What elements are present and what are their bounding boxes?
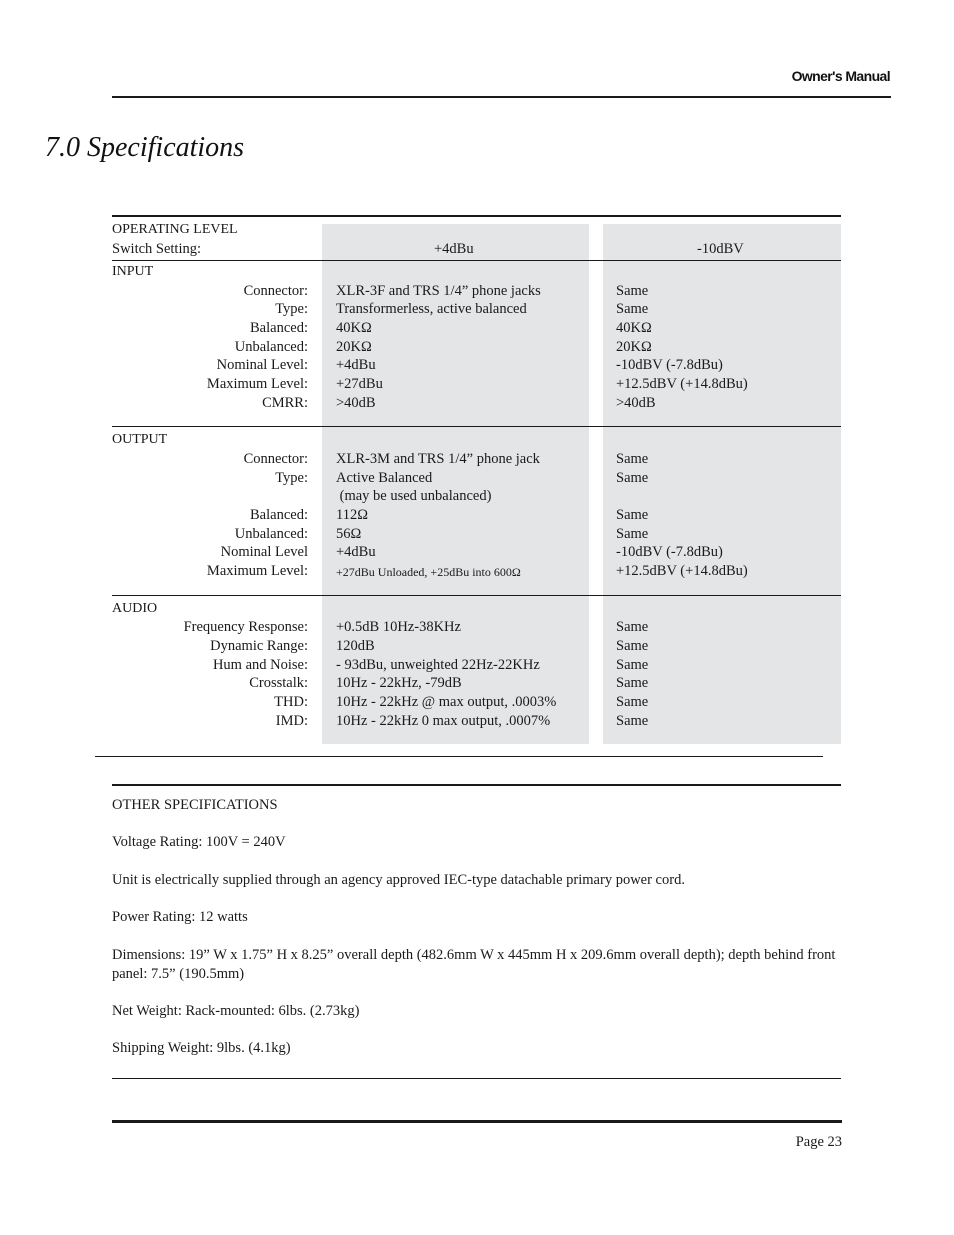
row-value-plus4: +0.5dB 10Hz-38KHz [336, 619, 461, 635]
table-top-rule [112, 215, 841, 217]
table-bottom-rule [95, 756, 823, 757]
section-rule [112, 260, 841, 261]
row-value-minus10: Same [616, 470, 649, 486]
row-value-minus10: 40KΩ [616, 320, 652, 336]
col-header-minus10: -10dBV [697, 241, 744, 257]
section-heading-audio: AUDIO [112, 601, 158, 616]
page-number: Page 23 [795, 1134, 842, 1150]
row-label: Nominal Level: [216, 357, 308, 373]
row-value-plus4: 40KΩ [336, 320, 372, 336]
row-label: Balanced: [250, 507, 308, 523]
row-label: Dynamic Range: [210, 638, 308, 654]
row-value-minus10: +12.5dBV (+14.8dBu) [616, 376, 748, 392]
row-value-plus4: 20KΩ [336, 339, 372, 355]
other-bottom-rule [112, 1078, 841, 1079]
row-label: THD: [274, 694, 308, 710]
row-value-plus4: - 93dBu, unweighted 22Hz-22KHz [336, 657, 540, 673]
section-heading-input: INPUT [112, 264, 154, 279]
row-value-minus10: Same [616, 301, 649, 317]
other-paragraph: Unit is electrically supplied through an agency approved IEC-type datachable primary power cord. [112, 872, 685, 888]
row-value-minus10: Same [616, 657, 649, 673]
row-label: CMRR: [262, 395, 308, 411]
row-note: (may be used unbalanced) [336, 488, 492, 504]
section-rule [112, 426, 841, 427]
section-rule [112, 595, 841, 596]
row-label: Frequency Response: [183, 619, 308, 635]
other-paragraph: Net Weight: Rack-mounted: 6lbs. (2.73kg) [112, 1003, 360, 1019]
row-label: Crosstalk: [249, 675, 308, 691]
section-heading-output: OUTPUT [112, 432, 168, 447]
row-label: Maximum Level: [206, 563, 308, 579]
row-value-minus10: Same [616, 713, 649, 729]
row-label: Connector: [243, 283, 308, 299]
row-label: Hum and Noise: [212, 657, 308, 673]
row-label: Type: [275, 470, 308, 486]
row-label: Unbalanced: [234, 526, 308, 542]
row-value-minus10: Same [616, 526, 649, 542]
header-title: Owner's Manual [791, 68, 890, 84]
row-value-plus4: 10Hz - 22kHz @ max output, .0003% [336, 694, 557, 710]
row-label: Balanced: [250, 320, 308, 336]
row-value-plus4: 120dB [336, 638, 375, 654]
section-heading-operating-level: OPERATING LEVEL [112, 222, 238, 237]
row-label: Connector: [243, 451, 308, 467]
row-value-minus10: >40dB [616, 395, 656, 411]
row-value-minus10: Same [616, 507, 649, 523]
page-title: 7.0 Specifications [45, 132, 245, 163]
row-label: Unbalanced: [234, 339, 308, 355]
row-value-minus10: Same [616, 451, 649, 467]
row-value-plus4: 112Ω [336, 507, 368, 523]
col-header-plus4: +4dBu [434, 241, 474, 257]
row-value-plus4: 56Ω [336, 526, 362, 542]
row-value-plus4: 10Hz - 22kHz, -79dB [336, 675, 462, 691]
row-value-plus4: XLR-3F and TRS 1/4” phone jacks [336, 283, 541, 299]
row-value-plus4: 10Hz - 22kHz 0 max output, .0007% [336, 713, 551, 729]
row-value-minus10: Same [616, 694, 649, 710]
row-label: Type: [275, 301, 308, 317]
other-paragraph: Shipping Weight: 9lbs. (4.1kg) [112, 1040, 291, 1056]
row-value-plus4: >40dB [336, 395, 376, 411]
row-value-plus4: +4dBu [336, 544, 376, 560]
row-value-plus4: +27dBu Unloaded, +25dBu into 600Ω [336, 565, 521, 579]
row-value-plus4: Transformerless, active balanced [336, 301, 527, 317]
footer-rule [112, 1120, 842, 1123]
other-paragraph: Voltage Rating: 100V = 240V [112, 834, 286, 850]
other-paragraph: Power Rating: 12 watts [112, 909, 248, 925]
row-value-minus10: 20KΩ [616, 339, 652, 355]
row-value-minus10: +12.5dBV (+14.8dBu) [616, 563, 748, 579]
row-label: Nominal Level [220, 544, 308, 560]
row-label: Maximum Level: [206, 376, 308, 392]
row-value-minus10: -10dBV (-7.8dBu) [616, 357, 723, 373]
row-value-minus10: Same [616, 638, 649, 654]
row-value-plus4: +4dBu [336, 357, 376, 373]
row-value-minus10: Same [616, 675, 649, 691]
row-value-minus10: Same [616, 619, 649, 635]
other-heading: OTHER SPECIFICATIONS [112, 797, 278, 813]
other-top-rule [112, 784, 841, 786]
row-label: IMD: [275, 713, 308, 729]
header-rule [112, 96, 891, 98]
other-paragraph: Dimensions: 19” W x 1.75” H x 8.25” overall depth (482.6mm W x 445mm H x 209.6mm overall depth); depth behind front panel: 7.5” (190.5mm) [112, 947, 836, 982]
row-value-minus10: Same [616, 283, 649, 299]
switch-setting-label: Switch Setting: [112, 241, 202, 257]
row-value-plus4: XLR-3M and TRS 1/4” phone jack [336, 451, 540, 467]
row-value-minus10: -10dBV (-7.8dBu) [616, 544, 723, 560]
row-value-plus4: Active Balanced [336, 470, 433, 486]
row-value-plus4: +27dBu [336, 376, 383, 392]
